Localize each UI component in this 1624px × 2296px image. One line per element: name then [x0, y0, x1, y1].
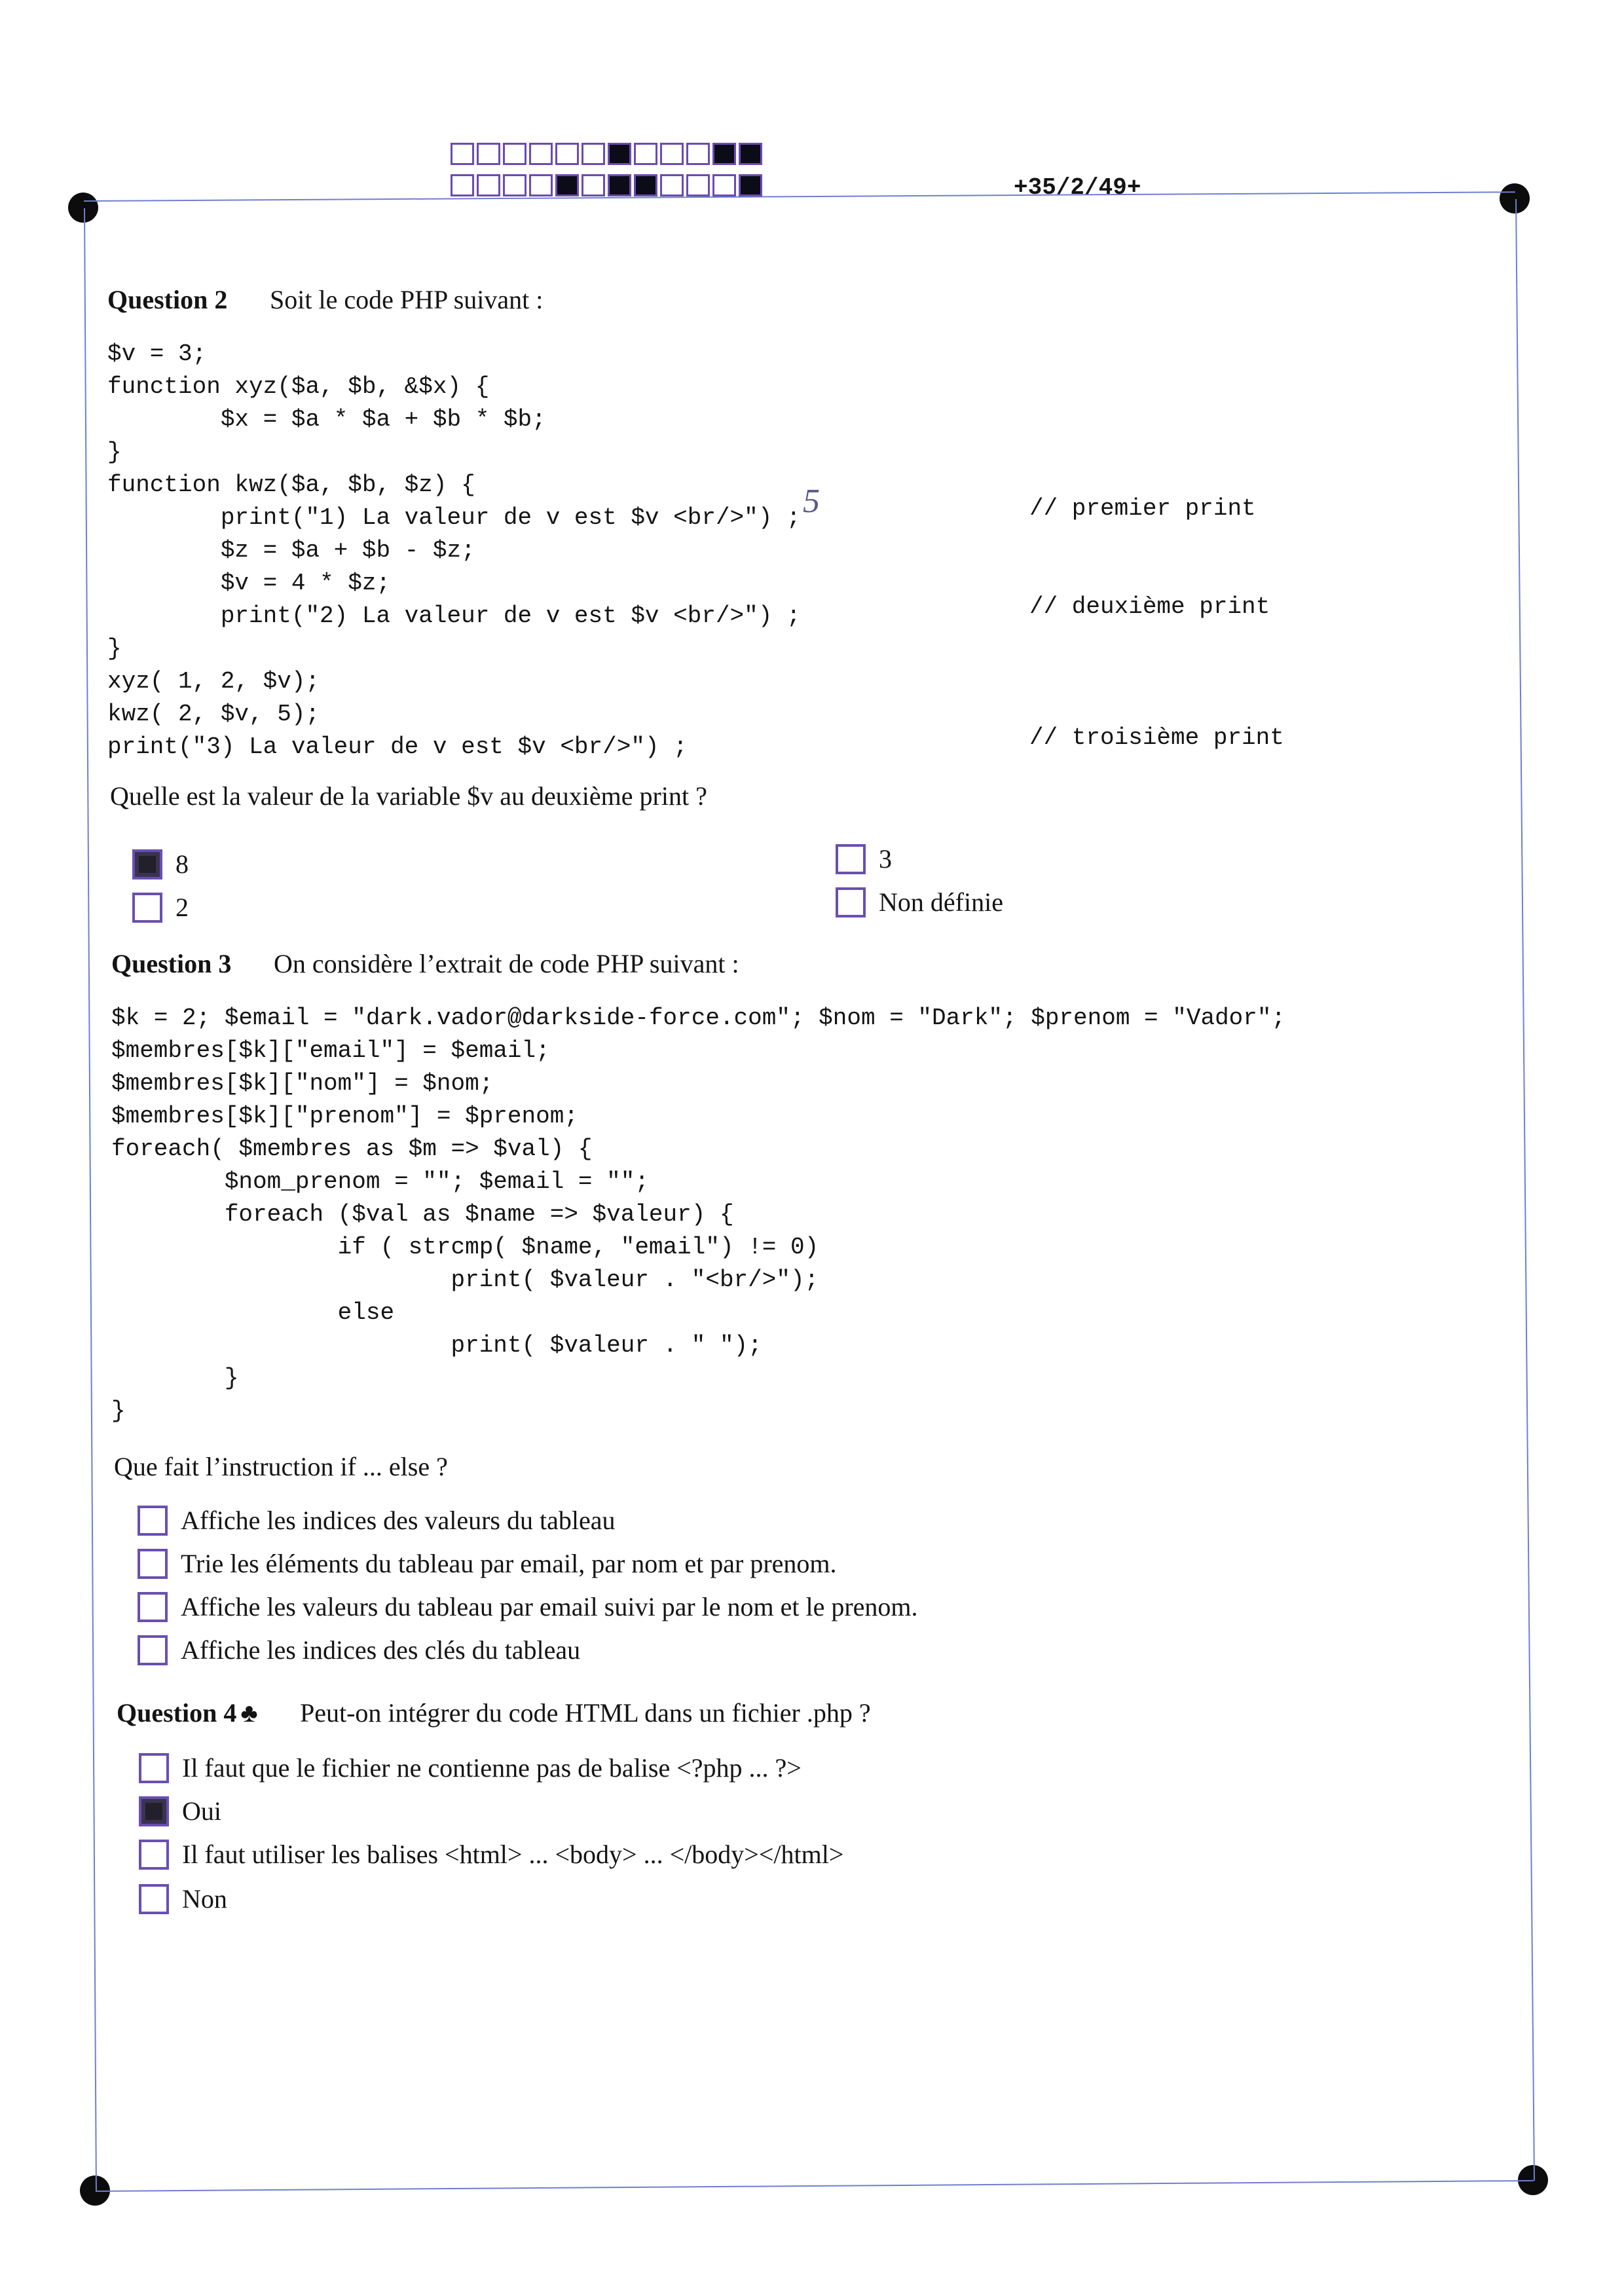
q2-choice-2[interactable]	[132, 892, 189, 923]
q2-choice-non-definie[interactable]	[836, 887, 1003, 917]
q3-choice-3[interactable]	[138, 1591, 918, 1622]
barcode-cell	[555, 174, 579, 196]
barcode-cell	[608, 143, 631, 165]
choice-label: 3	[879, 844, 892, 874]
question-2-text: Soit le code PHP suivant :	[270, 285, 544, 314]
question-2-label: Question 2	[107, 285, 228, 314]
barcode-cell	[451, 174, 474, 196]
q4-choice-1[interactable]	[139, 1752, 802, 1783]
code-line: $nom_prenom = ""; $email = "";	[111, 1168, 649, 1195]
code-line: $k = 2; $email = "dark.vador@darkside-force.com"; $nom = "Dark"; $prenom = "Vador";	[111, 1005, 1286, 1031]
code-line: $membres[$k]["email"] = $email;	[111, 1037, 550, 1064]
barcode-cell	[581, 143, 605, 165]
checkbox[interactable]	[139, 1840, 169, 1870]
barcode-cell	[660, 174, 684, 196]
q2-choice-3[interactable]	[836, 843, 892, 874]
comment-troisieme-print: // troisième print	[1029, 724, 1284, 751]
choice-label: Trie les éléments du tableau par email, par nom et par prenom.	[181, 1549, 837, 1578]
choice-label: 2	[175, 893, 189, 922]
barcode-cell	[529, 174, 553, 196]
comment-deuxieme-print: // deuxième print	[1029, 593, 1270, 620]
code-line: $membres[$k]["prenom"] = $prenom;	[111, 1103, 578, 1130]
barcode-cell	[608, 174, 631, 196]
barcode-cell	[686, 174, 710, 196]
code-line: $v = 4 * $z;	[107, 570, 391, 597]
choice-label: Affiche les indices des valeurs du tableau	[181, 1506, 616, 1535]
barcode-cell	[686, 143, 710, 165]
code-line: foreach( $membres as $m => $val) {	[111, 1136, 593, 1162]
code-line: function kwz($a, $b, $z) {	[107, 472, 475, 498]
checkbox[interactable]	[132, 893, 162, 923]
checkbox[interactable]	[138, 1549, 168, 1579]
question-3-header	[111, 948, 739, 979]
barcode-cell	[451, 143, 474, 165]
question-4-header	[117, 1697, 871, 1728]
code-line: print("2) La valeur de v est $v <br/>") ;	[107, 602, 801, 629]
code-line: }	[111, 1365, 239, 1392]
question-3-code	[111, 1002, 1285, 1428]
choice-label: Oui	[182, 1796, 221, 1826]
code-line: xyz( 1, 2, $v);	[107, 668, 320, 695]
barcode-cell	[555, 143, 579, 165]
handwritten-mark: 5	[803, 483, 820, 520]
code-line: print( $valeur . "<br/>");	[111, 1267, 819, 1293]
barcode-row-1	[451, 143, 765, 165]
page-id: +35/2/49+	[1014, 174, 1141, 201]
code-line: else	[111, 1299, 395, 1326]
barcode-cell	[660, 143, 684, 165]
question-3-label: Question 3	[111, 949, 232, 978]
barcode-cell	[739, 143, 762, 165]
barcode-cell	[503, 143, 526, 165]
question-2-prompt: Quelle est la valeur de la variable $v au deuxième print ?	[110, 781, 707, 811]
comment-premier-print: // premier print	[1029, 495, 1256, 522]
frame-left	[84, 208, 97, 2191]
question-2-code	[107, 338, 801, 764]
club-icon: ♣	[240, 1698, 258, 1728]
choice-label: Affiche les indices des clés du tableau	[181, 1635, 581, 1665]
code-line: $x = $a * $a + $b * $b;	[107, 406, 546, 433]
question-4-text: Peut-on intégrer du code HTML dans un fichier .php ?	[300, 1698, 871, 1728]
barcode-cell	[634, 174, 657, 196]
code-line: foreach ($val as $name => $valeur) {	[111, 1201, 734, 1228]
q4-choice-oui[interactable]	[139, 1796, 221, 1826]
checkbox-checked[interactable]	[139, 1796, 169, 1826]
q3-choice-1[interactable]	[138, 1505, 615, 1536]
code-line: print( $valeur . " ");	[111, 1332, 762, 1359]
choice-label: Il faut utiliser les balises <html> ... <body> ... </body></html>	[182, 1840, 844, 1869]
frame-top	[84, 191, 1515, 202]
code-line: kwz( 2, $v, 5);	[107, 701, 320, 728]
code-line: }	[111, 1398, 126, 1424]
corner-dot-top-right	[1500, 183, 1530, 213]
barcode-cell	[529, 143, 553, 165]
checkbox[interactable]	[138, 1635, 168, 1665]
choice-label: Affiche les valeurs du tableau par email suivi par le nom et le prenom.	[181, 1592, 918, 1621]
checkbox[interactable]	[139, 1753, 169, 1783]
choice-label: 8	[175, 849, 189, 879]
q4-choice-3[interactable]	[139, 1839, 843, 1870]
barcode-cell	[712, 174, 736, 196]
frame-right	[1515, 199, 1535, 2181]
barcode-row-2	[451, 174, 765, 196]
question-4-label: Question 4	[117, 1698, 237, 1728]
barcode-cell	[503, 174, 526, 196]
question-3-text: On considère l’extrait de code PHP suivant :	[274, 949, 739, 978]
q2-choice-8[interactable]	[132, 849, 189, 880]
barcode-cell	[634, 143, 657, 165]
question-2-header	[107, 284, 544, 315]
q3-choice-4[interactable]	[138, 1635, 580, 1665]
code-line: }	[107, 439, 122, 466]
code-line: $membres[$k]["nom"] = $nom;	[111, 1070, 494, 1097]
corner-dot-top-left	[68, 193, 98, 223]
checkbox[interactable]	[836, 844, 866, 874]
checkbox[interactable]	[138, 1592, 168, 1622]
checkbox[interactable]	[836, 887, 866, 917]
code-line: print("3) La valeur de v est $v <br/>") ;	[107, 733, 688, 760]
code-line: if ( strcmp( $name, "email") != 0)	[111, 1234, 819, 1261]
code-line: $v = 3;	[107, 341, 207, 367]
choice-label: Non	[182, 1884, 227, 1914]
checkbox-checked[interactable]	[132, 849, 162, 880]
checkbox[interactable]	[138, 1506, 168, 1536]
barcode-cell	[712, 143, 736, 165]
barcode-cell	[477, 143, 500, 165]
code-line: }	[107, 635, 122, 662]
choice-label: Non définie	[879, 887, 1003, 917]
checkbox[interactable]	[139, 1884, 169, 1914]
question-3-prompt: Que fait l’instruction if ... else ?	[114, 1452, 448, 1481]
code-line: function xyz($a, $b, &$x) {	[107, 373, 490, 400]
code-line: $z = $a + $b - $z;	[107, 537, 475, 564]
barcode-cell	[739, 174, 762, 196]
choice-label: Il faut que le fichier ne contienne pas de balise <?php ... ?>	[182, 1753, 802, 1783]
barcode-cell	[477, 174, 500, 196]
q4-choice-non[interactable]	[139, 1883, 227, 1914]
barcode-cell	[581, 174, 605, 196]
code-line: print("1) La valeur de v est $v <br/>") ;	[107, 504, 801, 531]
frame-bottom	[96, 2180, 1534, 2192]
q3-choice-2[interactable]	[138, 1548, 837, 1579]
